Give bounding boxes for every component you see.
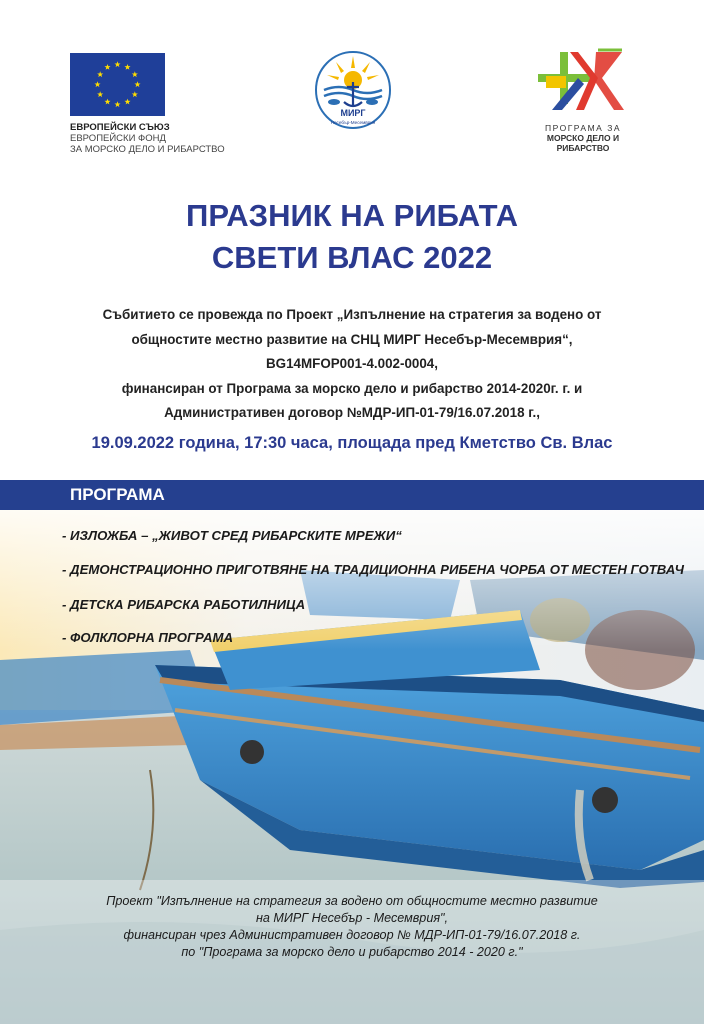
mirg-sublabel: Несебър-Месемврия [330, 120, 376, 125]
event-description [40, 303, 664, 426]
event-title-line2: СВЕТИ ВЛАС 2022 [211, 240, 493, 275]
eu-caption-line2: ЕВРОПЕЙСКИ ФОНД [70, 133, 166, 144]
eu-caption-line1: ЕВРОПЕЙСКИ СЪЮЗ [70, 122, 170, 133]
program-caption-line3: РИБАРСТВО [556, 143, 610, 153]
eu-star-icon [124, 99, 130, 105]
program-item: - ИЗЛОЖБА – „ЖИВОТ СРЕД РИБАРСКИТЕ МРЕЖИ“ [62, 528, 402, 543]
program-item: - ДЕТСКА РИБАРСКА РАБОТИЛНИЦА [62, 597, 306, 612]
footer-line1: Проект "Изпълнение на стратегия за водено от общностите местно развитие [106, 894, 598, 908]
footer-line3: финансиран чрез Административен договор № МДР-ИП-01-79/16.07.2018 г. [123, 928, 581, 942]
mirg-logo [314, 50, 392, 130]
footer-line2: на МИРГ Несебър - Месемврия", [255, 911, 449, 925]
footer-note [30, 893, 674, 961]
description-line3: BG14MFOP001-4.002-0004, [266, 356, 438, 371]
eu-star-icon [114, 101, 120, 107]
event-date: 19.09.2022 година, 17:30 часа, площада пред Кметство Св. Влас [91, 434, 613, 452]
eu-star-icon [97, 71, 103, 77]
eu-star-icon [104, 64, 110, 70]
eu-star-icon [132, 91, 138, 97]
program-caption-line1: ПРОГРАМА ЗА [545, 123, 621, 133]
eu-flag-icon [70, 53, 165, 116]
eu-caption-line3: ЗА МОРСКО ДЕЛО И РИБАРСТВО [70, 144, 225, 155]
eu-star-icon [132, 71, 138, 77]
eu-star-icon [134, 81, 140, 87]
eu-star-icon [124, 64, 130, 70]
event-title-line1: ПРАЗНИК НА РИБАТА [186, 198, 518, 233]
mirg-label: МИРГ [340, 108, 366, 118]
description-line2: общностите местно развитие на СНЦ МИРГ Несебър-Месемврия“, [131, 331, 573, 347]
eu-star-icon [114, 61, 120, 67]
program-logo [538, 48, 628, 153]
program-item: - ФОЛКЛОРНА ПРОГРАМА [62, 630, 234, 645]
footer-line4: по "Програма за морско дело и рибарство 2014 - 2020 г." [181, 945, 523, 959]
eu-logo [70, 53, 225, 155]
eu-caption [70, 122, 225, 155]
program-item: - ДЕМОНСТРАЦИОННО ПРИГОТВЯНЕ НА ТРАДИЦИОННА РИБЕНА ЧОРБА ОТ МЕСТЕН ГОТВАЧ [62, 562, 684, 577]
description-line1: Събитието се провежда по Проект „Изпълнение на стратегия за водено от [102, 307, 602, 322]
program-caption [538, 123, 628, 153]
program-logo-icon [538, 48, 628, 114]
description-line4: финансиран от Програма за морско дело и рибарство 2014-2020г. г. и [121, 380, 583, 396]
description-line5: Административен договор №МДР-ИП-01-79/16.07.2018 г., [164, 405, 540, 420]
program-heading: ПРОГРАМА [70, 485, 165, 504]
program-header-band [0, 480, 704, 510]
eu-star-icon [104, 99, 110, 105]
eu-star-icon [97, 91, 103, 97]
program-caption-line2: МОРСКО ДЕЛО И [546, 133, 620, 143]
eu-star-icon [94, 81, 100, 87]
